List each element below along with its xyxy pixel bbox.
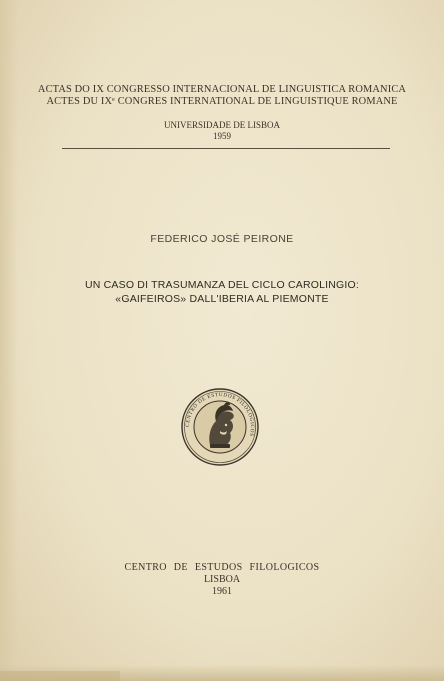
header-line-french: ACTES DU IXᵉ CONGRES INTERNATIONAL DE LINGUISTIQUE ROMANE [46,96,398,107]
title-line-2: «GAIFEIROS» DALL'IBERIA AL PIEMONTE [115,293,329,305]
publisher-name: CENTRO DE ESTUDOS FILOLOGICOS [124,562,320,573]
author-name: FEDERICO JOSÉ PEIRONE [150,233,294,245]
article-title [20,278,424,306]
header-divider [62,148,390,149]
publisher-city: LISBOA [203,574,241,585]
congress-header [20,84,424,108]
title-line-1: UN CASO DI TRASUMANZA DEL CICLO CAROLINGIO: [84,279,360,291]
publisher-year: 1961 [212,586,232,597]
paper-corner-shadow [0,671,120,681]
university-name: UNIVERSIDADE DE LISBOA [164,120,280,130]
header-line-portuguese: ACTAS DO IX CONGRESSO INTERNACIONAL DE LINGUISTICA ROMANICA [37,84,407,95]
seal-inscription: CENTRO DE ESTUDOS FILOLOGICOS [184,391,256,438]
paper-edge-left [0,0,18,681]
university-year: 1959 [213,131,231,141]
publisher-block [20,562,424,598]
seal-emblem-icon [180,387,260,467]
university-block [20,120,424,142]
